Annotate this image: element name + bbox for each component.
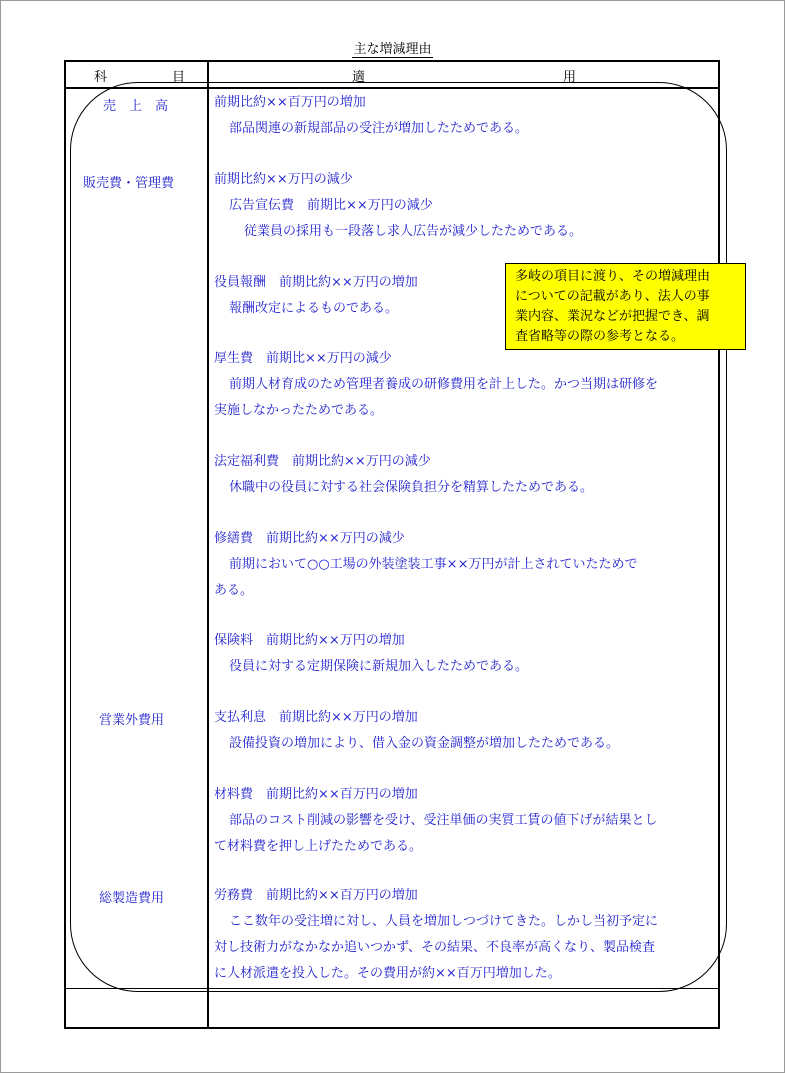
desc-line: 役員報酬 前期比約××万円の増加 bbox=[214, 275, 418, 290]
annotation-note bbox=[505, 263, 746, 350]
desc-line: 部品のコスト削減の影響を受け、受注単価の実質工賃の値下げが結果とし bbox=[229, 813, 658, 828]
desc-line: 報酬改定によるものである。 bbox=[229, 301, 399, 316]
desc-line: 支払利息 前期比約××万円の増加 bbox=[214, 710, 418, 725]
table-bottom-rule bbox=[66, 988, 718, 989]
desc-line: 材料費 前期比約××百万円の増加 bbox=[214, 787, 418, 802]
desc-line: 役員に対する定期保険に新規加入したためである。 bbox=[229, 659, 529, 674]
header-desc-right: 用 bbox=[563, 70, 577, 85]
desc-line: 前期において○○工場の外装塗装工事××万円が計上されていたためで bbox=[229, 557, 638, 572]
subject-sales: 売 上 高 bbox=[103, 99, 169, 114]
header-subject-right: 目 bbox=[172, 70, 186, 85]
desc-line: 修繕費 前期比約××万円の減少 bbox=[214, 531, 405, 546]
note-line: 多岐の項目に渡り、その増減理由 bbox=[515, 269, 711, 284]
column-divider bbox=[207, 62, 209, 1027]
desc-line: ここ数年の受注増に対し、人員を増加しつづけてきた。しかし当初予定に bbox=[229, 914, 659, 929]
subject-manufacturing: 総製造費用 bbox=[99, 891, 165, 906]
desc-line: 休職中の役員に対する社会保険負担分を精算したためである。 bbox=[229, 480, 594, 495]
subject-nonoperating: 営業外費用 bbox=[99, 713, 165, 728]
desc-line: 保険料 前期比約××万円の増加 bbox=[214, 633, 405, 648]
desc-line: に人材派遣を投入した。その費用が約××百万円増加した。 bbox=[214, 966, 561, 981]
desc-line: 従業員の採用も一段落し求人広告が減少したためである。 bbox=[244, 224, 583, 239]
note-line: についての記載があり、法人の事 bbox=[515, 289, 710, 304]
desc-line: 部品関連の新規部品の受注が増加したためである。 bbox=[229, 121, 529, 136]
desc-line: 前期人材育成のため管理者養成の研修費用を計上した。かつ当期は研修を bbox=[229, 377, 659, 392]
header-subject-left: 科 bbox=[94, 70, 108, 85]
desc-line: 実施しなかったためである。 bbox=[214, 403, 384, 418]
subject-sga: 販売費・管理費 bbox=[83, 176, 175, 191]
desc-line: 設備投資の増加により、借入金の資金調整が増加したためである。 bbox=[229, 736, 620, 751]
table-header-row bbox=[66, 62, 718, 89]
desc-line: 前期比約××万円の減少 bbox=[214, 172, 353, 187]
desc-line: 前期比約××百万円の増加 bbox=[214, 95, 366, 110]
note-line: 査省略等の際の参考となる。 bbox=[515, 329, 685, 344]
desc-line: 法定福利費 前期比約××万円の減少 bbox=[214, 454, 431, 469]
desc-line: 広告宣伝費 前期比××万円の減少 bbox=[229, 198, 433, 213]
desc-line: 労務費 前期比約××百万円の増加 bbox=[214, 888, 418, 903]
title-text: 主な増減理由 bbox=[353, 42, 432, 57]
note-line: 業内容、業況などが把握でき、調 bbox=[515, 309, 710, 324]
desc-line: 対し技術力がなかなか追いつかず、その結果、不良率が高くなり、製品検査 bbox=[214, 940, 655, 955]
desc-line: ある。 bbox=[214, 583, 254, 598]
desc-line: て材料費を押し上げたためである。 bbox=[214, 839, 423, 854]
header-desc-left: 適 bbox=[352, 70, 366, 85]
page-title bbox=[0, 38, 785, 57]
desc-line: 厚生費 前期比××万円の減少 bbox=[214, 351, 392, 366]
